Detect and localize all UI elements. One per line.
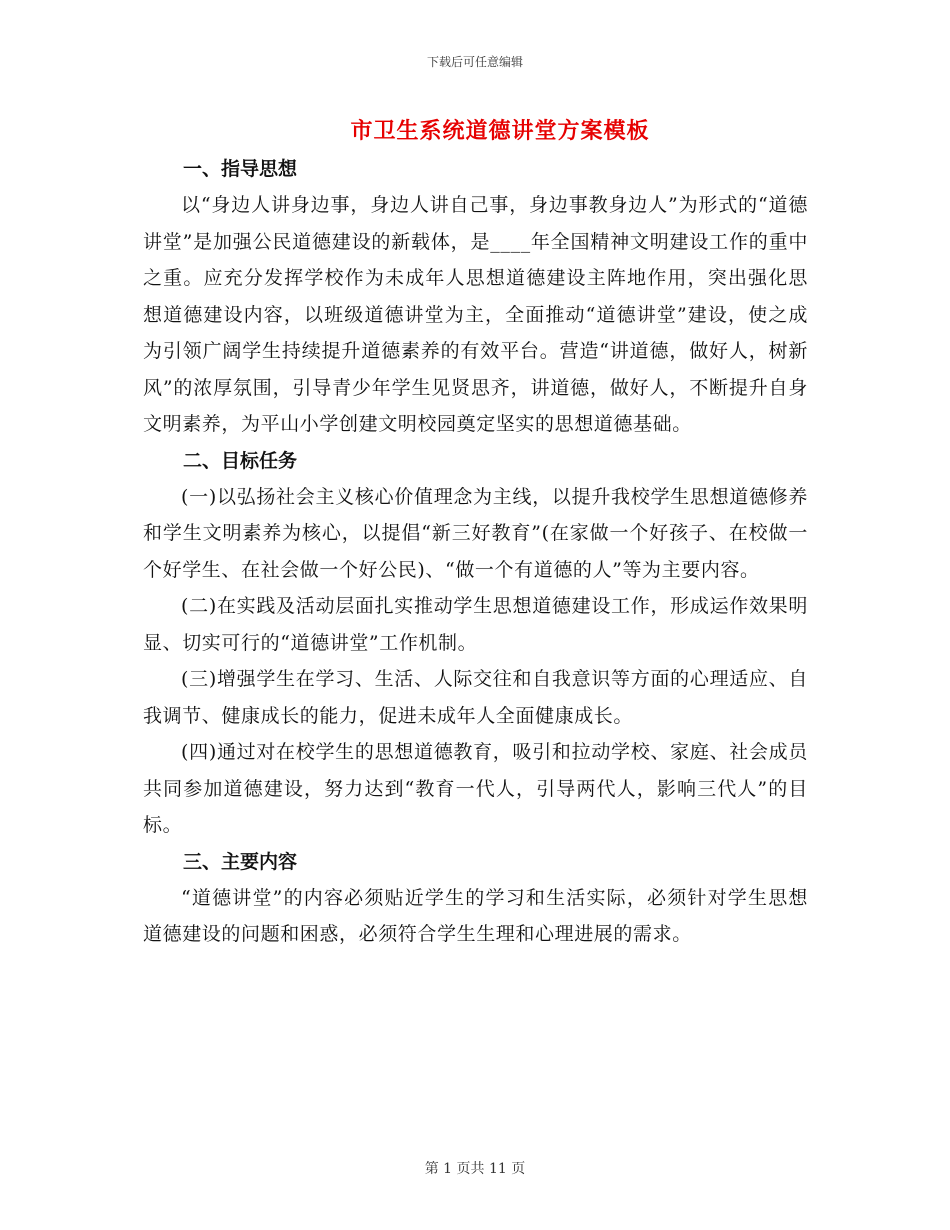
header-note: 下载后可任意编辑	[426, 55, 523, 69]
section-heading-main-content: 三、主要内容	[183, 850, 298, 873]
paragraph: (一)以弘扬社会主义核心价值理念为主线，以提升我校学生思想道德修养和学生文明素养为核心，以提倡“新三好教育”(在家做一个好孩子、在校做一个好学生、在社会做一个好公民)、“做一个有道德的人”等为主要内容。	[143, 485, 808, 581]
paragraph: “道德讲堂”的内容必须贴近学生的学习和生活实际，必须针对学生思想道德建设的问题和困惑，必须符合学生生理和心理进展的需求。	[143, 886, 808, 945]
paragraph: (三)增强学生在学习、生活、人际交往和自我意识等方面的心理适应、自我调节、健康成长的能力，促进未成年人全面健康成长。	[143, 668, 808, 727]
paragraph: 以“身边人讲身边事，身边人讲自己事，身边事教身边人”为形式的“道德讲堂”是加强公民道德建设的新载体，是____年全国精神文明建设工作的重中之重。应充分发挥学校作为未成年人思想道德建设主阵地作用，突出强化思想道德建设内容，以班级道德讲堂为主，全面推动“道德讲堂”建设，使之成为引领广阔学生持续提升道德素养的有效平台。营造“讲道德，做好人，树新风”的浓厚氛围，引导青少年学生见贤思齐，讲道德，做好人，不断提升自身文明素养，为平山小学创建文明校园奠定坚实的思想道德基础。	[143, 194, 808, 435]
paragraph: (二)在实践及活动层面扎实推动学生思想道德建设工作，形成运作效果明显、切实可行的“道德讲堂”工作机制。	[143, 595, 808, 654]
page-number: 第 1 页共 11 页	[424, 1161, 526, 1177]
paragraph: (四)通过对在校学生的思想道德教育，吸引和拉动学校、家庭、社会成员共同参加道德建设，努力达到“教育一代人，引导两代人，影响三代人”的目标。	[143, 741, 808, 836]
document-title: 市卫生系统道德讲堂方案模板	[350, 118, 650, 144]
section-heading-goals-tasks: 二、目标任务	[183, 449, 298, 472]
section-heading-guiding-ideology: 一、指导思想	[183, 158, 298, 180]
document-body	[143, 151, 808, 953]
